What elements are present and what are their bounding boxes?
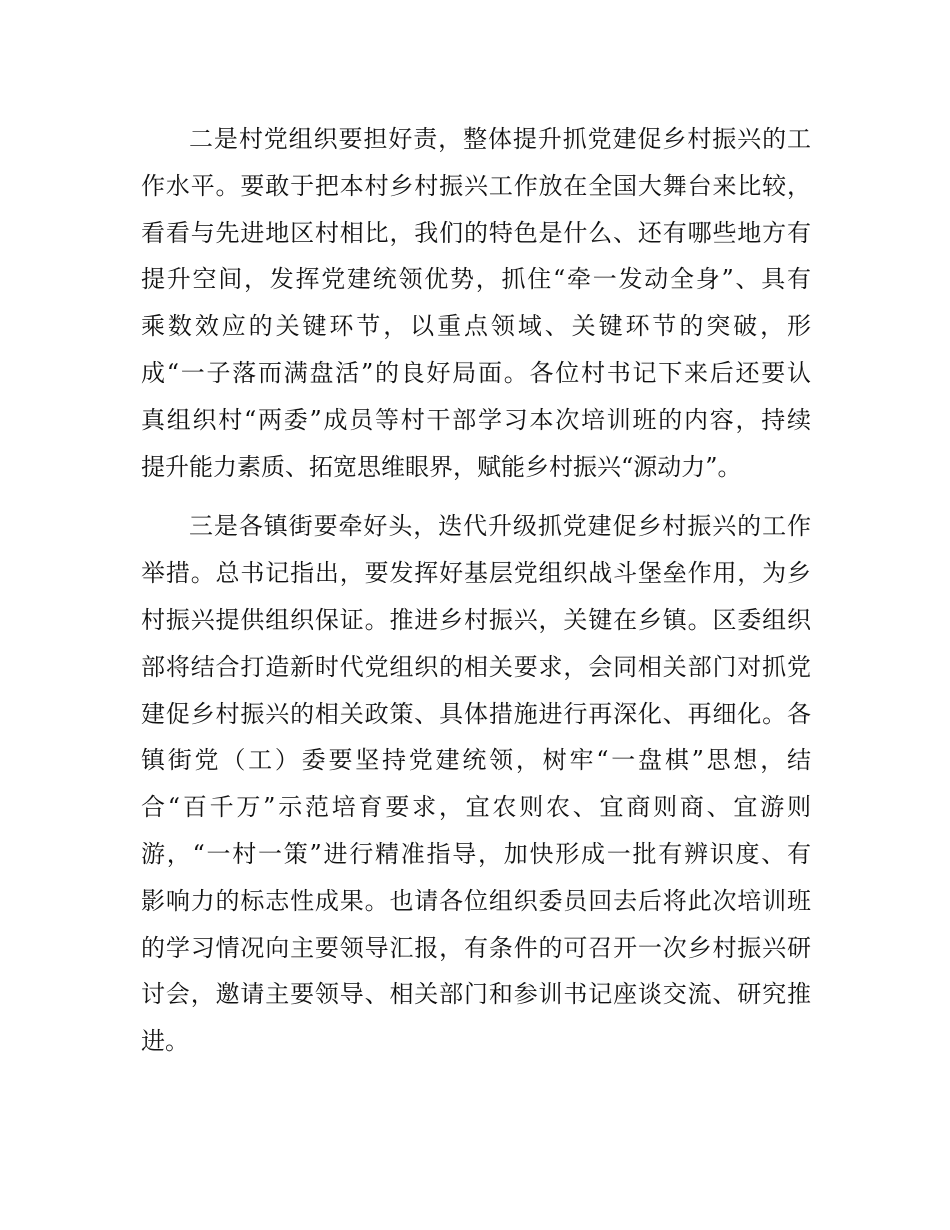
- paragraph-2: [141, 116, 811, 490]
- text-line: 提升空间，发挥党建统领优势，抓住“牵一发动全身”、具有: [141, 265, 811, 294]
- paragraph-spacer: [141, 490, 811, 503]
- text-line: 真组织村“两委”成员等村干部学习本次培训班的内容，持续: [141, 405, 811, 434]
- text-line: 建促乡村振兴的相关政策、具体措施进行再深化、再细化。各: [141, 699, 811, 728]
- text-line: 举措。总书记指出，要发挥好基层党组织战斗堡垒作用，为乡: [141, 559, 811, 588]
- text-line: 三是各镇街要牵好头，迭代升级抓党建促乡村振兴的工作: [189, 512, 811, 541]
- text-line: 看看与先进地区村相比，我们的特色是什么、还有哪些地方有: [141, 218, 811, 247]
- text-line: 镇街党（工）委要坚持党建统领，树牢“一盘棋”思想，结: [141, 746, 811, 775]
- text-line: 二是村党组织要担好责，整体提升抓党建促乡村振兴的工: [189, 125, 811, 153]
- text-line: 成“一子落而满盘活”的良好局面。各位村书记下来后还要认: [141, 358, 811, 387]
- text-line: 提升能力素质、拓宽思维眼界，赋能乡村振兴“源动力”。: [141, 452, 742, 481]
- text-line: 村振兴提供组织保证。推进乡村振兴，关键在乡镇。区委组织: [141, 605, 811, 634]
- text-line: 乘数效应的关键环节，以重点领域、关键环节的突破，形: [141, 312, 811, 341]
- paragraph-3: [141, 503, 811, 1065]
- text-line: 合“百千万”示范培育要求，宜农则农、宜商则商、宜游则: [141, 793, 811, 822]
- text-line: 的学习情况向主要领导汇报，有条件的可召开一次乡村振兴研: [141, 933, 811, 962]
- text-line: 讨会，邀请主要领导、相关部门和参训书记座谈交流、研究推: [141, 980, 811, 1009]
- text-line: 部将结合打造新时代党组织的相关要求，会同相关部门对抓党: [141, 652, 811, 681]
- text-line: 进。: [141, 1027, 189, 1056]
- text-line: 影响力的标志性成果。也请各位组织委员回去后将此次培训班: [141, 886, 811, 915]
- text-line: 作水平。要敢于把本村乡村振兴工作放在全国大舞台来比较，: [141, 171, 811, 200]
- document-body: [141, 116, 811, 1065]
- text-line: 游，“一村一策”进行精准指导，加快形成一批有辨识度、有: [141, 839, 811, 868]
